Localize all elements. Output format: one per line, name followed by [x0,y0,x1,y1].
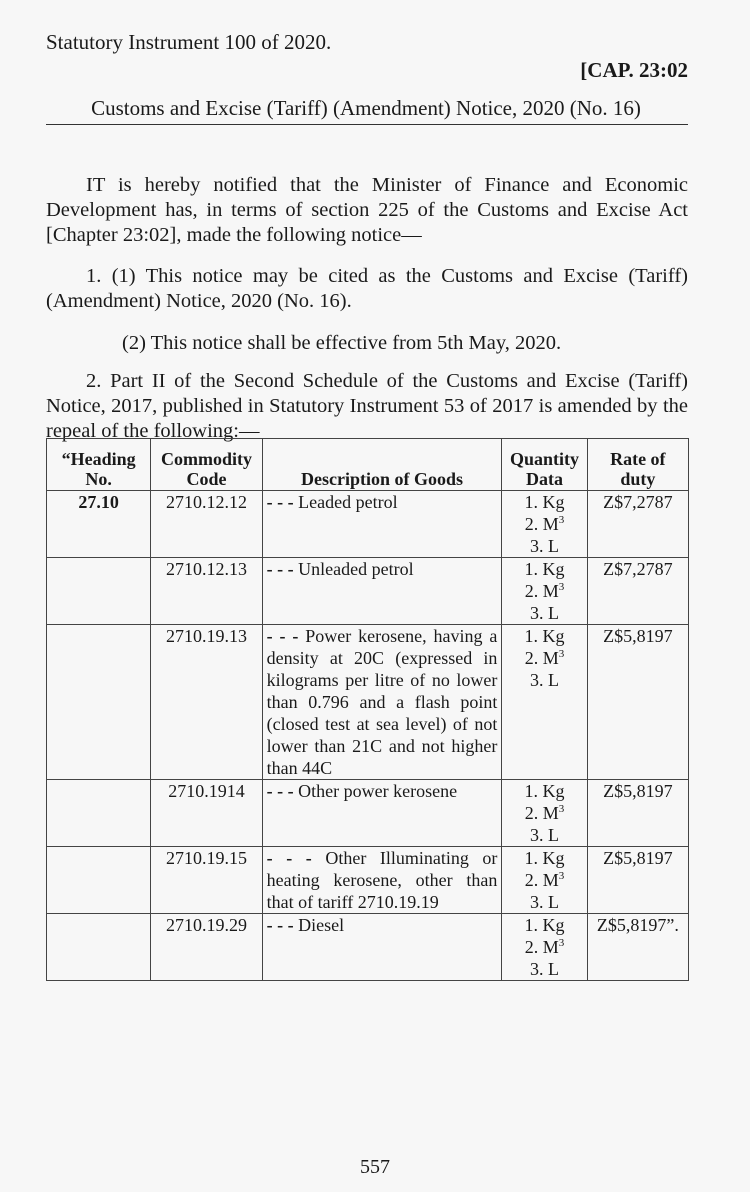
quantity-l: 3. L [530,825,560,845]
description-cell [262,847,502,914]
header-heading-no: “Heading No. [47,439,151,491]
description-dash: - - - [266,781,294,801]
quantity-m3-text: 2. M [524,937,559,957]
quantity-m3-text: 2. M [524,581,559,601]
heading-cell [47,914,151,981]
rate-cell: Z$7,2787 [587,558,688,625]
description-cell [262,914,502,981]
notice-title: Customs and Excise (Tariff) (Amendment) Notice, 2020 (No. 16) [91,96,641,120]
quantity-cell [502,558,587,625]
description-cell [262,491,502,558]
quantity-m3-text: 2. M [524,648,559,668]
quantity-kg: 1. Kg [524,492,565,512]
quantity-l: 3. L [530,670,560,690]
description-dash: - - - [266,915,294,935]
rate-cell: Z$5,8197 [587,780,688,847]
quantity-cell [502,914,587,981]
description-cell [262,558,502,625]
description-dash: - - - [266,626,299,646]
statutory-instrument-title: Statutory Instrument 100 of 2020. [46,30,332,54]
description-text: Unleaded petrol [298,559,414,579]
header-description: Description of Goods [262,439,502,491]
table-row [47,847,689,914]
quantity-cell [502,491,587,558]
description-cell [262,780,502,847]
heading-cell: 27.10 [47,491,151,558]
commodity-code-cell: 2710.12.12 [151,491,262,558]
quantity-kg: 1. Kg [524,915,565,935]
heading-cell [47,780,151,847]
superscript-3: 3 [558,937,565,949]
description-text: Other power kerosene [298,781,458,801]
superscript-3: 3 [558,803,565,815]
quantity-l: 3. L [530,536,560,556]
description-dash: - - - [266,559,294,579]
quantity-m3 [506,869,582,891]
table-row [47,558,689,625]
description-cell [262,625,502,780]
paragraph-intro: IT is hereby notified that the Minister of Finance and Economic Development has, in terms of section 225 of the Customs and Excise Act [Chapter 23:02], made the following notice— [46,173,688,246]
commodity-code-cell: 2710.12.13 [151,558,262,625]
page-number: 557 [360,1156,390,1178]
tariff-header-row [47,439,689,491]
paragraph-citation: 1. (1) This notice may be cited as the Customs and Excise (Tariff) (Amendment) Notice, 2020 (No. 16). [46,264,688,312]
quantity-m3-text: 2. M [524,514,559,534]
description-text: Leaded petrol [298,492,398,512]
heading-cell [47,558,151,625]
description-text: Power kerosene, having a density at 20C (expressed in kilograms per litre of no lower than 0.796 and a flash point (closed test at sea level) of not lower than 21C and not higher than 44C [266,626,498,778]
superscript-3: 3 [558,648,565,660]
paragraph-amendment: 2. Part II of the Second Schedule of the Customs and Excise (Tariff) Notice, 2017, published in Statutory Instrument 53 of 2017 is amended by the repeal of the following:— [46,369,688,442]
quantity-kg: 1. Kg [524,626,565,646]
commodity-code-cell: 2710.19.13 [151,625,262,780]
quantity-kg: 1. Kg [524,559,565,579]
quantity-m3 [506,647,582,669]
superscript-3: 3 [558,870,565,882]
tariff-table [46,438,689,981]
paragraph-effective-date: (2) This notice shall be effective from 5th May, 2020. [122,331,562,354]
quantity-cell [502,847,587,914]
heading-cell [47,625,151,780]
quantity-l: 3. L [530,959,560,979]
header-commodity-code: Commodity Code [151,439,262,491]
table-row [47,914,689,981]
table-row [47,625,689,780]
quantity-m3 [506,802,582,824]
superscript-3: 3 [558,581,565,593]
quantity-l: 3. L [530,892,560,912]
commodity-code-cell: 2710.19.29 [151,914,262,981]
quantity-kg: 1. Kg [524,781,565,801]
description-dash: - - - [266,848,312,868]
quantity-m3 [506,580,582,602]
rate-cell: Z$5,8197 [587,847,688,914]
quantity-cell [502,625,587,780]
rate-cell: Z$5,8197”. [587,914,688,981]
quantity-m3-text: 2. M [524,870,559,890]
quantity-m3 [506,936,582,958]
header-quantity: Quantity Data [502,439,587,491]
heading-cell [47,847,151,914]
header-rate: Rate of duty [587,439,688,491]
description-text: Diesel [298,915,345,935]
superscript-3: 3 [558,514,565,526]
description-text: Other Illuminating or heating kerosene, other than that of tariff 2710.19.19 [266,848,498,912]
quantity-kg: 1. Kg [524,848,565,868]
quantity-m3 [506,513,582,535]
commodity-code-cell: 2710.19.15 [151,847,262,914]
rate-cell: Z$7,2787 [587,491,688,558]
quantity-l: 3. L [530,603,560,623]
quantity-cell [502,780,587,847]
table-row [47,491,689,558]
header-rule [46,124,688,125]
description-dash: - - - [266,492,294,512]
rate-cell: Z$5,8197 [587,625,688,780]
chapter-reference: [CAP. 23:02 [580,58,688,82]
table-row [47,780,689,847]
commodity-code-cell: 2710.1914 [151,780,262,847]
quantity-m3-text: 2. M [524,803,559,823]
